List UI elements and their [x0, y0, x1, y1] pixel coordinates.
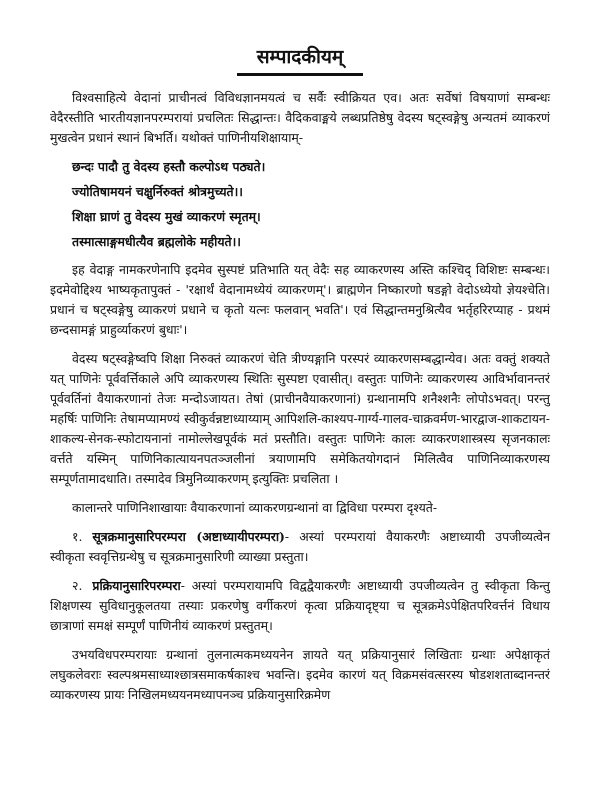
- paragraph-5: उभयविधपरम्परायाः ग्रन्थानां तुलनात्मकमध्ययनेन ज्ञायते यत् प्रक्रियानुसारं लिखिताः ग्रन्थाः अपेक्षाकृतं लघुकलेवराः स्वल्पश्रमसाध्याश्छात्रसमाकर्षकाश्च भवन्ति। इदमेव कारणं यत् विक्रमसंवत्सरस्य षोडशशताब्दानन्तरं व्याकरणस्य प्रायः निखिलमध्ययनमध्यापनञ्च प्रक्रियानुसारिक्रमेण: [50, 647, 550, 702]
- list-item-2-number: २.: [72, 578, 83, 593]
- list-item-1-number: १.: [72, 529, 83, 544]
- verse-block: [50, 157, 550, 251]
- verse-line-3: शिक्षा घ्राणं तु वेदस्य मुखं व्याकरणं स्मृतम्।: [72, 209, 261, 224]
- list-item-1-heading: सूत्रक्रमानुसारिपरम्परा (अष्टाध्यायीपरम्परा): [92, 529, 285, 544]
- verse-line-4: तस्मात्साङ्गमधीत्यैव ब्रह्मलोके महीयते।।: [72, 234, 241, 249]
- paragraph-4: कालान्तरे पाणिनिशाखायाः वैयाकरणानां व्याकरणग्रन्थानां वा द्विविधा परम्परा दृश्यते-: [72, 500, 438, 515]
- verse-line-2: ज्योतिषामयनं चक्षुर्निरुक्तं श्रोत्रमुच्यते।।: [72, 184, 243, 199]
- paragraph-3: वेदस्य षट्स्वङ्गेष्वपि शिक्षा निरुक्तं व्याकरणं चेति त्रीण्यङ्गानि परस्परं व्याकरणसम्बद्धान्येव। अतः वक्तुं शक्यते यत् पाणिनेः पूर्ववर्त्तिकाले अपि व्याकरणस्य स्थितिः सुस्पष्टा एवासीत्। वस्तुतः पाणिनेः व्याकरणस्य आविर्भावानन्तरं पूर्ववर्तिनां वैयाकरणानां तेजः मन्दोऽजायत। तेषां (प्राचीनवैयाकरणानां) ग्रन्थानामपि शनैश्शनैः लोपोऽभवत्। परन्तु महर्षिः पाणिनिः तेषामप्यामण्यं स्वीकुर्वन्नष्टाध्याय्याम् आपिशलि-काश्यप-गार्ग्य-गालव-चाक्रवर्मण-भारद्वाज-शाकटायन-शाकल्य-सेनक-स्फोटायनानां नामोल्लेखपूर्वकं मतं प्रस्तौति। वस्तुतः पाणिनेः कालः व्याकरणशास्त्रस्य सृजनकालः वर्त्तते यस्मिन् पाणिनिकात्यायनपतञ्जलीनां त्रयाणामपि समेकितयोगदानं मिलित्वैव पाणिनिव्याकरणस्य सम्पूर्णतामादधाति। तस्मादेव त्रिमुनिव्याकरणम् इत्युक्तिः प्रचलिता ।: [50, 351, 550, 486]
- paragraph-1: विश्वसाहित्ये वेदानां प्राचीनत्वं विविधज्ञानमयत्वं च सर्वैः स्वीक्रियत एव। अतः सर्वेषां विषयाणां सम्बन्धः वेदैरस्तीति भारतीयज्ञानपरम्परायां प्रचलितः सिद्धान्तः। वैदिकवाङ्मये लब्धप्रतिष्ठेषु वेदस्य षट्स्वङ्गेषु अन्यतमं व्याकरणं मुखत्वेन प्रधानं स्थानं बिभर्ति। यथोक्तं पाणिनीयशिक्षायाम्-: [50, 90, 550, 145]
- paragraph-2: इह वेदाङ्ग नामकरणेनापि इदमेव सुस्पष्टं प्रतिभाति यत् वेदैः सह व्याकरणस्य अस्ति कश्चिद् विशिष्टः सम्बन्धः। इदमेवोद्दिश्य भाष्यकृतापुक्तं - 'रक्षार्थं वेदानामध्येयं व्याकरणम्'। ब्राह्मणेन निष्कारणो षडङ्गो वेदोऽध्येयो ज्ञेयश्चेति। प्रधानं च षट्स्वङ्गेषु व्याकरणं प्रधाने च कृतो यत्नः फलवान् भवति'। एवं सिद्धान्तमनुश्रित्यैव भर्तृहरिरप्याह - प्रथमं छन्दसामङ्गं प्राहुर्व्याकरणं बुधाः'।: [50, 262, 550, 337]
- title-underline: [237, 73, 363, 76]
- list-item-2-text: - अस्यां परम्परायामपि विद्वद्वैयाकरणैः अष्टाध्यायी उपजीव्यत्वेन तु स्वीकृता किन्तु शिक्षणस्य सुविधानुकूलतया तस्याः प्रकरणेषु वर्गीकरणं कृत्वा प्रक्रियादृष्ट्या च सूत्रक्रमेऽपेक्षितपरिवर्त्तनं विधाय छात्राणां समक्षं सम्पूर्णं पाणिनीयं व्याकरणं प्रस्तुतम्।: [50, 578, 550, 633]
- list-item-1-text: - अस्यां परम्परायां वैयाकरणैः अष्टाध्यायी उपजीव्यत्वेन स्वीकृता स्ववृत्तिग्रन्थेषु च सूत्रक्रमानुसारिणी व्याख्या प्रस्तुता।: [50, 529, 550, 564]
- list-item-2-heading: प्रक्रियानुसारिपरम्परा: [92, 578, 181, 593]
- list-item-1: [50, 527, 550, 567]
- page-title-text: सम्पादकीयम्: [256, 46, 344, 68]
- list-item-2: [50, 576, 550, 636]
- page-title: [50, 44, 550, 76]
- verse-line-1: छन्दः पादौ तु वेदस्य हस्तौ कल्पोऽथ पठ्यते।: [72, 159, 266, 174]
